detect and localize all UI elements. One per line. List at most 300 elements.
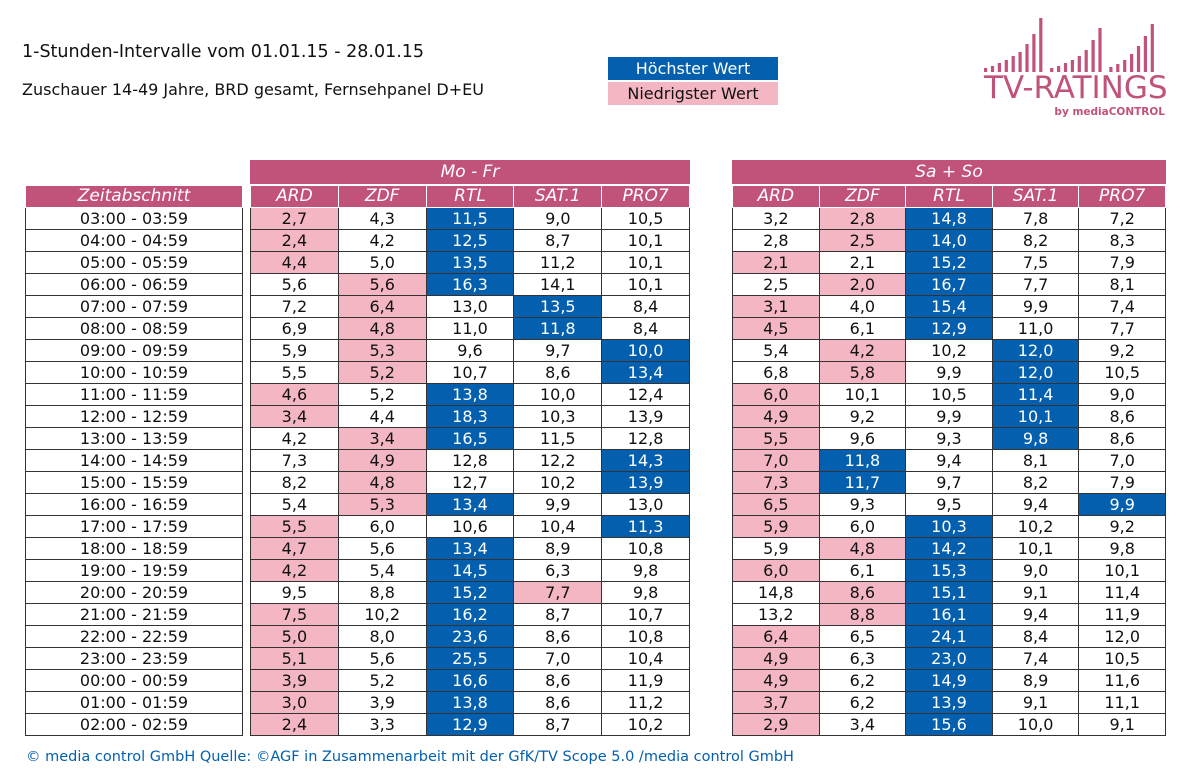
- table-row: [733, 472, 1166, 494]
- rating-cell: 12,8: [426, 450, 514, 472]
- rating-cell: 4,6: [251, 384, 339, 406]
- rating-cell: 5,2: [338, 362, 426, 384]
- rating-cell: 7,8: [992, 208, 1079, 230]
- rating-cell: 25,5: [426, 648, 514, 670]
- rating-cell: 10,2: [906, 340, 993, 362]
- ratings-table-mo-fr: [250, 185, 690, 736]
- table-row: [251, 582, 690, 604]
- rating-cell: 12,9: [906, 318, 993, 340]
- rating-cell: 9,2: [819, 406, 906, 428]
- rating-cell: 8,9: [514, 538, 602, 560]
- table-row: [251, 208, 690, 230]
- time-row: [26, 626, 243, 648]
- rating-cell: 4,2: [819, 340, 906, 362]
- logo-bar: [1137, 46, 1140, 72]
- table-row: [251, 318, 690, 340]
- rating-cell: 16,5: [426, 428, 514, 450]
- logo-main-text: TV-RATINGS: [984, 70, 1168, 106]
- rating-cell: 9,4: [992, 604, 1079, 626]
- rating-cell: 10,1: [602, 252, 690, 274]
- rating-cell: 8,3: [1079, 230, 1166, 252]
- time-row: [26, 450, 243, 472]
- rating-cell: 9,1: [1079, 714, 1166, 736]
- rating-cell: 13,4: [426, 538, 514, 560]
- rating-cell: 3,9: [251, 670, 339, 692]
- rating-cell: 2,5: [733, 274, 820, 296]
- table-row: [733, 230, 1166, 252]
- table-row: [251, 406, 690, 428]
- rating-cell: 13,9: [602, 406, 690, 428]
- time-cell: 19:00 - 19:59: [26, 560, 243, 582]
- time-row: [26, 472, 243, 494]
- table-row: [733, 692, 1166, 714]
- table-row: [251, 670, 690, 692]
- rating-cell: 8,7: [514, 230, 602, 252]
- time-row: [26, 318, 243, 340]
- rating-cell: 5,8: [819, 362, 906, 384]
- rating-cell: 12,0: [992, 362, 1079, 384]
- rating-cell: 8,2: [992, 472, 1079, 494]
- time-cell: 17:00 - 17:59: [26, 516, 243, 538]
- rating-cell: 8,1: [992, 450, 1079, 472]
- table-row: [251, 560, 690, 582]
- rating-cell: 10,1: [992, 538, 1079, 560]
- time-row: [26, 274, 243, 296]
- rating-cell: 8,4: [992, 626, 1079, 648]
- rating-cell: 8,8: [338, 582, 426, 604]
- channel-header-ard: ARD: [733, 186, 820, 208]
- rating-cell: 2,8: [733, 230, 820, 252]
- rating-cell: 5,5: [733, 428, 820, 450]
- rating-cell: 7,9: [1079, 252, 1166, 274]
- rating-cell: 23,6: [426, 626, 514, 648]
- rating-cell: 9,6: [819, 428, 906, 450]
- channel-header-pro7: PRO7: [602, 186, 690, 208]
- rating-cell: 9,2: [1079, 516, 1166, 538]
- rating-cell: 9,2: [1079, 340, 1166, 362]
- rating-cell: 4,2: [251, 428, 339, 450]
- time-cell: 22:00 - 22:59: [26, 626, 243, 648]
- table-row: [251, 494, 690, 516]
- rating-cell: 10,5: [906, 384, 993, 406]
- rating-cell: 7,4: [992, 648, 1079, 670]
- rating-cell: 4,2: [338, 230, 426, 252]
- rating-cell: 24,1: [906, 626, 993, 648]
- rating-cell: 15,6: [906, 714, 993, 736]
- time-row: [26, 428, 243, 450]
- rating-cell: 5,3: [338, 494, 426, 516]
- rating-cell: 4,2: [251, 560, 339, 582]
- rating-cell: 13,8: [426, 384, 514, 406]
- rating-cell: 7,2: [251, 296, 339, 318]
- rating-cell: 9,4: [992, 494, 1079, 516]
- time-row: [26, 582, 243, 604]
- rating-cell: 3,4: [251, 406, 339, 428]
- rating-cell: 4,9: [733, 670, 820, 692]
- rating-cell: 11,2: [602, 692, 690, 714]
- rating-cell: 9,9: [906, 362, 993, 384]
- table-row: [733, 604, 1166, 626]
- time-row: [26, 648, 243, 670]
- rating-cell: 2,1: [733, 252, 820, 274]
- rating-cell: 7,4: [1079, 296, 1166, 318]
- table-row: [733, 296, 1166, 318]
- rating-cell: 4,8: [338, 318, 426, 340]
- rating-cell: 8,6: [1079, 428, 1166, 450]
- rating-cell: 8,0: [338, 626, 426, 648]
- time-cell: 09:00 - 09:59: [26, 340, 243, 362]
- rating-cell: 9,8: [602, 560, 690, 582]
- rating-cell: 5,2: [338, 384, 426, 406]
- logo-bar: [1151, 24, 1154, 72]
- rating-cell: 11,0: [426, 318, 514, 340]
- report-subtitle: Zuschauer 14-49 Jahre, BRD gesamt, Fernsehpanel D+EU: [22, 80, 484, 99]
- time-cell: 16:00 - 16:59: [26, 494, 243, 516]
- time-cell: 03:00 - 03:59: [26, 208, 243, 230]
- rating-cell: 13,2: [733, 604, 820, 626]
- rating-cell: 10,1: [992, 406, 1079, 428]
- rating-cell: 2,7: [251, 208, 339, 230]
- table-row: [251, 428, 690, 450]
- rating-cell: 2,0: [819, 274, 906, 296]
- rating-cell: 9,0: [992, 560, 1079, 582]
- rating-cell: 11,3: [602, 516, 690, 538]
- table-row: [251, 340, 690, 362]
- rating-cell: 7,3: [251, 450, 339, 472]
- rating-cell: 5,5: [251, 516, 339, 538]
- rating-cell: 10,3: [514, 406, 602, 428]
- time-row: [26, 560, 243, 582]
- time-row: [26, 252, 243, 274]
- rating-cell: 3,4: [819, 714, 906, 736]
- rating-cell: 5,4: [338, 560, 426, 582]
- rating-cell: 12,0: [992, 340, 1079, 362]
- table-row: [733, 384, 1166, 406]
- rating-cell: 8,6: [1079, 406, 1166, 428]
- rating-cell: 13,8: [426, 692, 514, 714]
- rating-cell: 15,1: [906, 582, 993, 604]
- table-row: [733, 538, 1166, 560]
- table-row: [733, 714, 1166, 736]
- rating-cell: 9,0: [514, 208, 602, 230]
- rating-cell: 14,5: [426, 560, 514, 582]
- time-row: [26, 208, 243, 230]
- time-cell: 06:00 - 06:59: [26, 274, 243, 296]
- rating-cell: 10,5: [1079, 648, 1166, 670]
- time-row: [26, 538, 243, 560]
- table-row: [251, 538, 690, 560]
- table-row: [251, 252, 690, 274]
- rating-cell: 6,2: [819, 692, 906, 714]
- table-row: [251, 230, 690, 252]
- rating-cell: 5,1: [251, 648, 339, 670]
- rating-cell: 9,6: [426, 340, 514, 362]
- logo-sub-by: by media: [1054, 106, 1109, 118]
- rating-cell: 10,0: [602, 340, 690, 362]
- time-row: [26, 406, 243, 428]
- time-row: [26, 362, 243, 384]
- logo-bars: [984, 18, 1154, 72]
- rating-cell: 5,9: [733, 538, 820, 560]
- rating-cell: 14,8: [733, 582, 820, 604]
- logo-bar: [1032, 34, 1035, 72]
- rating-cell: 5,2: [338, 670, 426, 692]
- time-cell: 11:00 - 11:59: [26, 384, 243, 406]
- rating-cell: 7,7: [1079, 318, 1166, 340]
- rating-cell: 8,1: [1079, 274, 1166, 296]
- rating-cell: 7,2: [1079, 208, 1166, 230]
- rating-cell: 2,9: [733, 714, 820, 736]
- legend-lowest-value: Niedrigster Wert: [608, 82, 778, 105]
- rating-cell: 8,2: [992, 230, 1079, 252]
- rating-cell: 4,0: [819, 296, 906, 318]
- rating-cell: 14,9: [906, 670, 993, 692]
- rating-cell: 2,5: [819, 230, 906, 252]
- rating-cell: 9,0: [1079, 384, 1166, 406]
- rating-cell: 14,2: [906, 538, 993, 560]
- rating-cell: 11,8: [514, 318, 602, 340]
- rating-cell: 3,9: [338, 692, 426, 714]
- rating-cell: 6,4: [338, 296, 426, 318]
- logo-bar: [1092, 40, 1095, 72]
- rating-cell: 15,4: [906, 296, 993, 318]
- rating-cell: 11,6: [1079, 670, 1166, 692]
- rating-cell: 10,1: [602, 274, 690, 296]
- rating-cell: 7,3: [733, 472, 820, 494]
- rating-cell: 9,8: [1079, 538, 1166, 560]
- rating-cell: 5,4: [733, 340, 820, 362]
- rating-cell: 13,5: [426, 252, 514, 274]
- rating-cell: 10,5: [602, 208, 690, 230]
- rating-cell: 12,7: [426, 472, 514, 494]
- rating-cell: 6,0: [338, 516, 426, 538]
- rating-cell: 11,4: [1079, 582, 1166, 604]
- rating-cell: 9,9: [1079, 494, 1166, 516]
- ratings-table-sa-so: [732, 185, 1166, 736]
- time-row: [26, 296, 243, 318]
- tv-ratings-logo: [982, 14, 1170, 120]
- table-row: [733, 516, 1166, 538]
- time-row: [26, 692, 243, 714]
- rating-cell: 10,7: [426, 362, 514, 384]
- rating-cell: 9,8: [992, 428, 1079, 450]
- rating-cell: 9,8: [602, 582, 690, 604]
- rating-cell: 6,3: [514, 560, 602, 582]
- channel-header-rtl: RTL: [426, 186, 514, 208]
- rating-cell: 11,4: [992, 384, 1079, 406]
- rating-cell: 5,6: [338, 538, 426, 560]
- rating-cell: 2,4: [251, 714, 339, 736]
- rating-cell: 12,5: [426, 230, 514, 252]
- rating-cell: 16,7: [906, 274, 993, 296]
- channel-header-sat1: SAT.1: [992, 186, 1079, 208]
- rating-cell: 10,8: [602, 626, 690, 648]
- rating-cell: 5,9: [251, 340, 339, 362]
- rating-cell: 5,4: [251, 494, 339, 516]
- rating-cell: 6,5: [819, 626, 906, 648]
- rating-cell: 10,1: [602, 230, 690, 252]
- rating-cell: 2,1: [819, 252, 906, 274]
- rating-cell: 3,3: [338, 714, 426, 736]
- rating-cell: 10,0: [992, 714, 1079, 736]
- report-title: 1-Stunden-Intervalle vom 01.01.15 - 28.01.15: [22, 42, 425, 62]
- table-row: [733, 252, 1166, 274]
- table-row: [733, 208, 1166, 230]
- rating-cell: 8,4: [602, 318, 690, 340]
- rating-cell: 3,4: [338, 428, 426, 450]
- rating-cell: 3,1: [733, 296, 820, 318]
- table-row: [251, 692, 690, 714]
- rating-cell: 9,3: [819, 494, 906, 516]
- rating-cell: 3,2: [733, 208, 820, 230]
- rating-cell: 11,9: [1079, 604, 1166, 626]
- time-cell: 12:00 - 12:59: [26, 406, 243, 428]
- logo-bar: [1144, 36, 1147, 72]
- time-cell: 23:00 - 23:59: [26, 648, 243, 670]
- table-row: [733, 318, 1166, 340]
- rating-cell: 5,0: [338, 252, 426, 274]
- rating-cell: 11,2: [514, 252, 602, 274]
- rating-cell: 2,8: [819, 208, 906, 230]
- table-row: [733, 670, 1166, 692]
- rating-cell: 9,3: [906, 428, 993, 450]
- rating-cell: 5,3: [338, 340, 426, 362]
- table-row: [733, 428, 1166, 450]
- time-table: [25, 185, 243, 736]
- rating-cell: 7,7: [514, 582, 602, 604]
- rating-cell: 13,0: [602, 494, 690, 516]
- rating-cell: 4,4: [338, 406, 426, 428]
- rating-cell: 10,5: [1079, 362, 1166, 384]
- rating-cell: 12,4: [602, 384, 690, 406]
- rating-cell: 14,3: [602, 450, 690, 472]
- time-cell: 01:00 - 01:59: [26, 692, 243, 714]
- rating-cell: 10,7: [602, 604, 690, 626]
- rating-cell: 16,3: [426, 274, 514, 296]
- table-row: [733, 450, 1166, 472]
- rating-cell: 8,9: [992, 670, 1079, 692]
- time-row: [26, 670, 243, 692]
- time-row: [26, 230, 243, 252]
- rating-cell: 10,2: [602, 714, 690, 736]
- rating-cell: 9,9: [514, 494, 602, 516]
- rating-cell: 12,8: [602, 428, 690, 450]
- rating-cell: 16,2: [426, 604, 514, 626]
- rating-cell: 10,8: [602, 538, 690, 560]
- rating-cell: 15,2: [906, 252, 993, 274]
- rating-cell: 7,9: [1079, 472, 1166, 494]
- channel-header-zdf: ZDF: [819, 186, 906, 208]
- rating-cell: 8,6: [514, 670, 602, 692]
- rating-cell: 9,1: [992, 692, 1079, 714]
- table-row: [251, 450, 690, 472]
- rating-cell: 9,7: [906, 472, 993, 494]
- table-row: [733, 560, 1166, 582]
- time-cell: 21:00 - 21:59: [26, 604, 243, 626]
- time-cell: 08:00 - 08:59: [26, 318, 243, 340]
- rating-cell: 4,8: [338, 472, 426, 494]
- rating-cell: 2,4: [251, 230, 339, 252]
- rating-cell: 14,8: [906, 208, 993, 230]
- rating-cell: 13,0: [426, 296, 514, 318]
- rating-cell: 8,7: [514, 604, 602, 626]
- rating-cell: 9,9: [906, 406, 993, 428]
- rating-cell: 5,5: [251, 362, 339, 384]
- rating-cell: 9,9: [992, 296, 1079, 318]
- channel-header-pro7: PRO7: [1079, 186, 1166, 208]
- table-row: [733, 648, 1166, 670]
- rating-cell: 4,9: [733, 648, 820, 670]
- logo-bar: [1025, 44, 1028, 72]
- time-row: [26, 384, 243, 406]
- rating-cell: 13,5: [514, 296, 602, 318]
- rating-cell: 5,9: [733, 516, 820, 538]
- channel-header-rtl: RTL: [906, 186, 993, 208]
- rating-cell: 14,1: [514, 274, 602, 296]
- time-cell: 14:00 - 14:59: [26, 450, 243, 472]
- logo-sub-brand: CONTROL: [1108, 106, 1165, 118]
- table-row: [251, 604, 690, 626]
- table-row: [733, 340, 1166, 362]
- rating-cell: 6,2: [819, 670, 906, 692]
- logo-bar: [1085, 50, 1088, 72]
- time-cell: 07:00 - 07:59: [26, 296, 243, 318]
- time-cell: 00:00 - 00:59: [26, 670, 243, 692]
- rating-cell: 8,6: [514, 362, 602, 384]
- footer-source: © media control GmbH Quelle: ©AGF in Zusammenarbeit mit der GfK/TV Scope 5.0 /media control GmbH: [26, 749, 794, 765]
- rating-cell: 4,7: [251, 538, 339, 560]
- channel-header-zdf: ZDF: [338, 186, 426, 208]
- rating-cell: 5,6: [338, 274, 426, 296]
- rating-cell: 16,1: [906, 604, 993, 626]
- rating-cell: 6,1: [819, 318, 906, 340]
- rating-cell: 9,4: [906, 450, 993, 472]
- rating-cell: 10,3: [906, 516, 993, 538]
- rating-cell: 9,5: [906, 494, 993, 516]
- table-row: [733, 274, 1166, 296]
- rating-cell: 7,5: [251, 604, 339, 626]
- rating-cell: 8,8: [819, 604, 906, 626]
- table-row: [251, 714, 690, 736]
- rating-cell: 15,3: [906, 560, 993, 582]
- rating-cell: 7,7: [992, 274, 1079, 296]
- time-cell: 02:00 - 02:59: [26, 714, 243, 736]
- rating-cell: 11,9: [602, 670, 690, 692]
- rating-cell: 15,2: [426, 582, 514, 604]
- rating-cell: 11,0: [992, 318, 1079, 340]
- table-row: [251, 472, 690, 494]
- time-cell: 13:00 - 13:59: [26, 428, 243, 450]
- table-row: [251, 516, 690, 538]
- rating-cell: 10,1: [819, 384, 906, 406]
- rating-cell: 10,2: [992, 516, 1079, 538]
- table-row: [733, 626, 1166, 648]
- rating-cell: 6,0: [819, 516, 906, 538]
- rating-cell: 10,4: [602, 648, 690, 670]
- rating-cell: 11,5: [426, 208, 514, 230]
- rating-cell: 13,9: [906, 692, 993, 714]
- rating-cell: 16,6: [426, 670, 514, 692]
- logo-bar: [1039, 18, 1042, 72]
- rating-cell: 8,6: [819, 582, 906, 604]
- rating-cell: 4,3: [338, 208, 426, 230]
- rating-cell: 11,8: [819, 450, 906, 472]
- rating-cell: 9,7: [514, 340, 602, 362]
- logo-bar: [1019, 52, 1022, 72]
- rating-cell: 6,4: [733, 626, 820, 648]
- rating-cell: 12,2: [514, 450, 602, 472]
- table-row: [251, 626, 690, 648]
